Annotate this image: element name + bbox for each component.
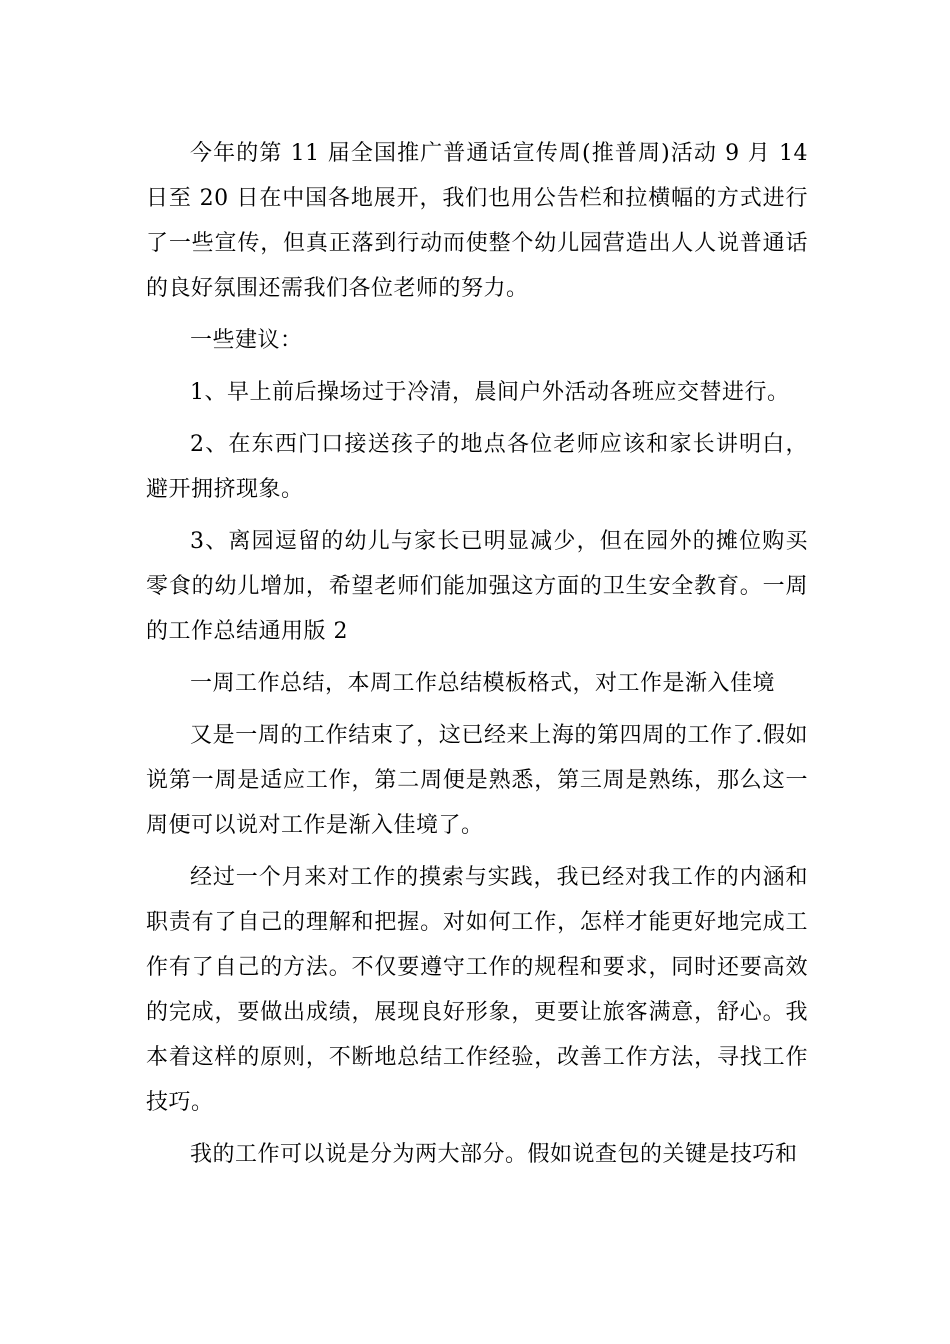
paragraph-intro: 今年的第 11 届全国推广普通话宣传周(推普周)活动 9 月 14 日至 20 日在中国各地展开，我们也用公告栏和拉横幅的方式进行了一些宣传，但真正落到行动而使整个幼儿园营造出人人说普通话的良好氛围还需我们各位老师的努力。: [146, 141, 808, 301]
document-body: [146, 131, 808, 1184]
paragraph-suggestion-2: 2、在东西门口接送孩子的地点各位老师应该和家长讲明白，避开拥挤现象。: [146, 432, 808, 502]
paragraph-suggestion-1: 1、早上前后操场过于冷清，晨间户外活动各班应交替进行。: [190, 380, 790, 405]
paragraph-section-title: 一周工作总结，本周工作总结模板格式，对工作是渐入佳境: [190, 671, 776, 696]
paragraph-suggestions-heading: 一些建议：: [190, 328, 303, 353]
paragraph-week-summary: 又是一周的工作结束了，这已经来上海的第四周的工作了.假如说第一周是适应工作，第二周便是熟悉，第三周是熟练，那么这一周便可以说对工作是渐入佳境了。: [146, 723, 808, 838]
paragraph-suggestion-3: 3、离园逗留的幼儿与家长已明显减少，但在园外的摊位购买零食的幼儿增加，希望老师们能加强这方面的卫生安全教育。一周的工作总结通用版 2: [146, 529, 808, 644]
paragraph-work-parts: 我的工作可以说是分为两大部分。假如说查包的关键是技巧和: [190, 1142, 798, 1167]
paragraph-work-reflection: 经过一个月来对工作的摸索与实践，我已经对我工作的内涵和职责有了自己的理解和把握。对如何工作，怎样才能更好地完成工作有了自己的方法。不仅要遵守工作的规程和要求，同时还要高效的完成，要做出成绩，展现良好形象，更要让旅客满意，舒心。我本着这样的原则，不断地总结工作经验，改善工作方法，寻找工作技巧。: [146, 865, 808, 1115]
